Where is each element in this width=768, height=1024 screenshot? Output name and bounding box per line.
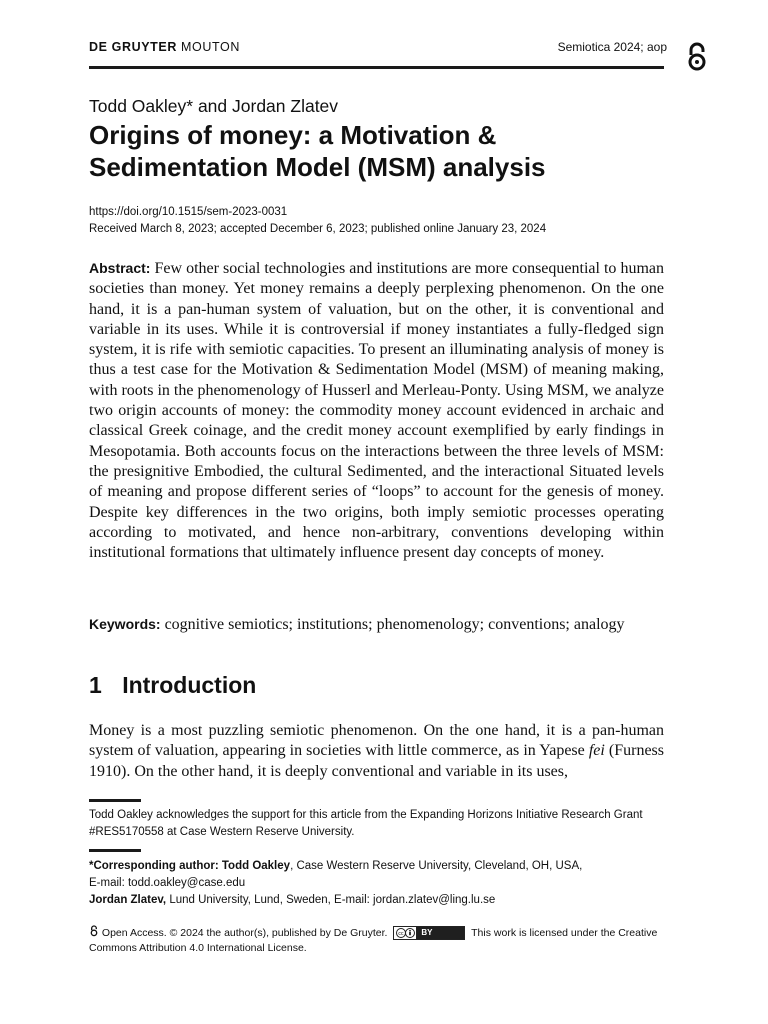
intro-paragraph [89,721,664,782]
abstract [89,258,664,563]
footnote-rule-2 [89,849,141,852]
publisher-name-rest: MOUTON [181,40,240,54]
license-notice [89,925,669,956]
acknowledgement-footnote: Todd Oakley acknowledges the support for this article from the Expanding Horizons Initiative Research Grant #RES5170558 at Case Western Reserve University. [89,809,643,838]
journal-info: Semiotica 2024; aop [557,40,667,54]
publisher-logo [89,40,240,54]
license-text-after: This work is licensed under the Creative Commons Attribution 4.0 International License. [89,927,658,954]
keywords-text: cognitive semiotics; institutions; phenomenology; conventions; analogy [164,616,625,633]
section-heading [89,672,256,699]
coauthor-line [89,892,669,909]
abstract-text: Few other social technologies and institutions are more consequential to human societies than money. Yet money remains a deeply perplexing phenomenon. On the one hand, it is a pan-human system of valuation, but on the other, it is conventional and variable in its uses. While it is controversial if money instantiates a fully-fledged sign system, it is rife with semiotic capacities. To present an illuminating analysis of money is thus a test case for the Motivation & Sedimentation Model (MSM) of meaning making, with roots in the phenomenology of Husserl and Merleau-Ponty. Using MSM, we analyze two origin accounts of money: the commodity money account evidenced in archaic and classical Greek coinage, and the credit money account exemplified by early findings in Mesopotamia. Both accounts focus on the interactions between the three levels of MSM: the presignitive Embodied, the cultural Sedimented, and the interactional Situated levels of meaning and propose different series of “loops” to account for the genesis of money. Despite key differences in the two origins, both imply semiotic processes operating according to motivated, and hence non-arbitrary, conventions developing within institutional formations that ultimately influence present day concepts of money. [89,260,664,562]
svg-text:cc: cc [398,931,405,938]
open-access-small-icon [89,925,99,937]
section-number: 1 [89,672,102,698]
footnote-rule [89,799,141,802]
abstract-label: Abstract: [89,260,151,276]
author-footnote [89,858,669,909]
publication-dates: Received March 8, 2023; accepted December 6, 2023; published online January 23, 2024 [89,223,547,235]
header-rule [89,66,664,69]
article-meta [89,204,546,238]
corresponding-author-line [89,858,669,875]
publisher-name-bold: DE GRUYTER [89,40,177,54]
keywords [89,614,664,635]
doi-link[interactable]: https://doi.org/10.1515/sem-2023-0031 [89,206,288,218]
coauthor-name: Jordan Zlatev, [89,894,167,906]
cc-by-badge[interactable] [393,926,465,940]
intro-italic: fei [588,742,605,760]
corresponding-author-affiliation: , Case Western Reserve University, Cleveland, OH, USA, [290,860,583,872]
cc-icon [394,927,417,939]
coauthor-affiliation: Lund University, Lund, Sweden, E-mail: jordan.zlatev@ling.lu.se [166,894,496,906]
cc-by-label: BY [421,928,433,938]
keywords-label: Keywords: [89,616,161,632]
intro-text-before: Money is a most puzzling semiotic phenomenon. On the one hand, it is a pan-human system of valuation, appearing in societies with little commerce, as in Yapese [89,722,664,760]
section-title: Introduction [122,672,257,698]
license-text-before: Open Access. © 2024 the author(s), published by De Gruyter. [101,927,388,939]
intro-text-after: (Furness 1910). On the other hand, it is deeply conventional and variable in its uses, [89,742,665,780]
open-access-icon [684,42,710,72]
authors: Todd Oakley* and Jordan Zlatev [89,96,339,116]
corresponding-author-email[interactable]: E-mail: todd.oakley@case.edu [89,877,246,889]
corresponding-author-label: *Corresponding author: Todd Oakley [89,860,291,872]
article-title: Origins of money: a Motivation & Sedimentation Model (MSM) analysis [89,120,546,182]
